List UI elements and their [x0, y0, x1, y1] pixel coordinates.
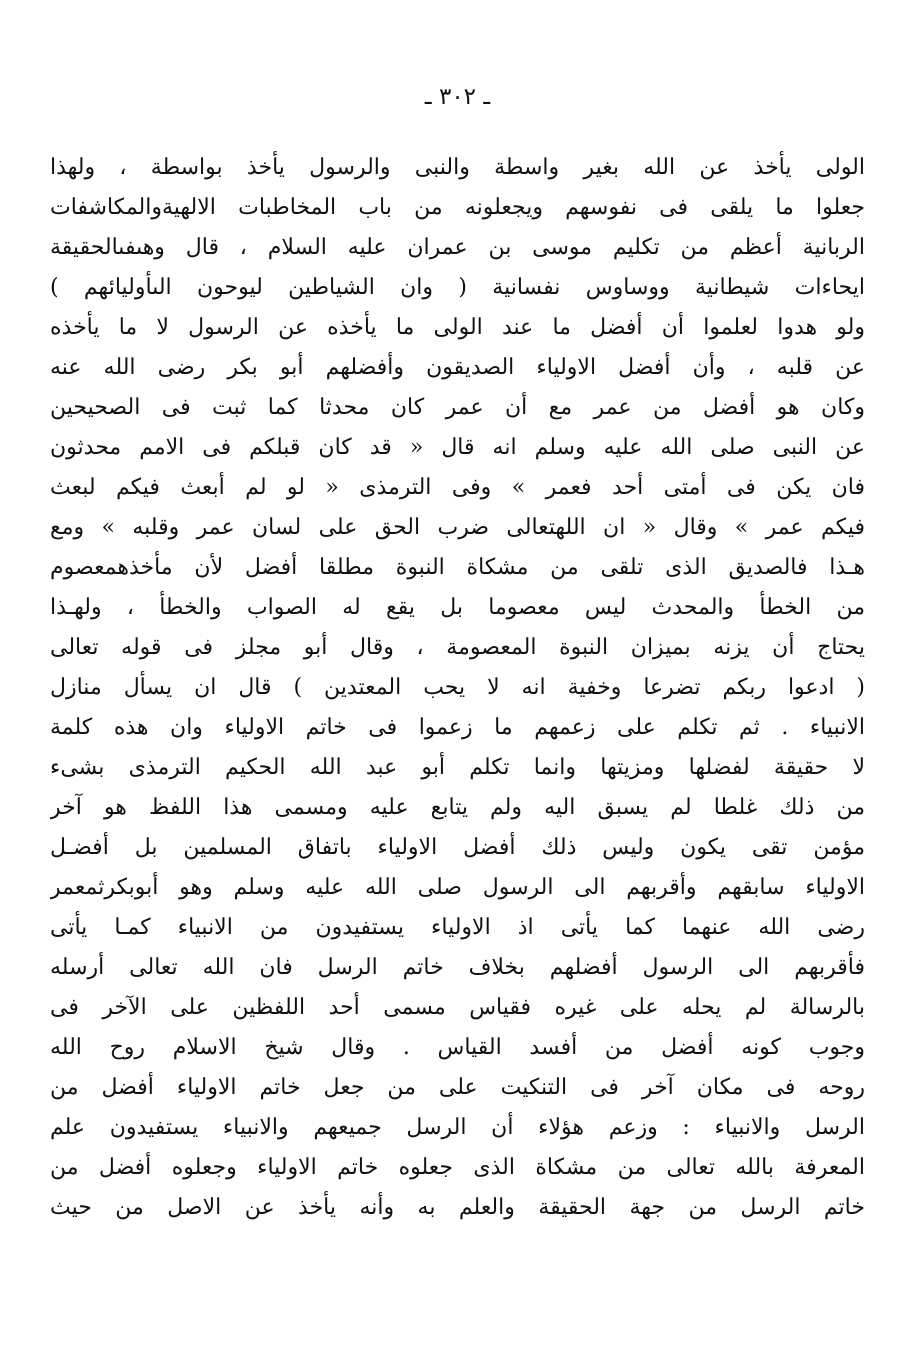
text-line: وجوب كونه أفضل من أفسد القياس . وقال شيخ الاسلام روح الله	[50, 1035, 865, 1060]
text-line: مؤمن تقى يكون وليس ذلك أفضل الاولياء باتفاق المسلمين بل أفضـل	[50, 835, 865, 860]
text-line: الولى يأخذ عن الله بغير واسطة والنبى والرسول يأخذ بواسطة ، ولهذا	[50, 155, 865, 180]
text-line: الاولياء سابقهم وأقربهم الى الرسول صلى الله عليه وسلم وهو أبوبكرثمعمر	[50, 875, 865, 900]
text-line: بالرسالة لم يحله على غيره فقياس مسمى أحد اللفظين على الآخر فى	[50, 995, 865, 1020]
text-line: فأقربهم الى الرسول أفضلهم بخلاف خاتم الرسل فان الله تعالى أرسله	[50, 955, 865, 980]
text-line: الانبياء . ثم تكلم على زعمهم ما زعموا فى خاتم الاولياء وان هذه كلمة	[50, 715, 865, 740]
page-number: ـ ٣٠٢ ـ	[424, 84, 491, 110]
text-line: المعرفة بالله تعالى من مشكاة الذى جعلوه خاتم الاولياء وجعلوه أفضل من	[50, 1155, 865, 1180]
text-line: عن قلبه ، وأن أفضل الاولياء الصديقون وأفضلهم أبو بكر رضى الله عنه	[50, 355, 865, 380]
text-line: من ذلك غلطا لم يسبق اليه ولم يتابع عليه ومسمى هذا اللفظ هو آخر	[50, 795, 865, 820]
text-line: روحه فى مكان آخر فى التنكيت على من جعل خاتم الاولياء أفضل من	[50, 1075, 865, 1100]
text-line: جعلوا ما يلقى فى نفوسهم ويجعلونه من باب المخاطبات الالهيةوالمكاشفات	[50, 195, 865, 220]
text-line: رضى الله عنهما كما يأتى اذ الاولياء يستفيدون من الانبياء كمـا يأتى	[50, 915, 865, 940]
text-line: ايحاءات شيطانية ووساوس نفسانية ( وان الشياطين ليوحون الىأوليائهم )	[50, 275, 865, 300]
body-text	[50, 148, 865, 1228]
text-line: الربانية أعظم من تكليم موسى بن عمران عليه السلام ، قال وهىفىالحقيقة	[50, 235, 865, 260]
text-line: فيكم عمر » وقال « ان اللهتعالى ضرب الحق على لسان عمر وقلبه » ومع	[50, 515, 865, 540]
text-line: ولو هدوا لعلموا أن أفضل ما عند الولى ما يأخذه عن الرسول لا ما يأخذه	[50, 315, 865, 340]
text-line: خاتم الرسل من جهة الحقيقة والعلم به وأنه يأخذ عن الاصل من حيث	[50, 1195, 865, 1220]
text-line: ( ادعوا ربكم تضرعا وخفية انه لا يحب المعتدين ) قال ان يسأل منازل	[50, 675, 865, 700]
text-line: فان يكن فى أمتى أحد فعمر » وفى الترمذى « لو لم أبعث فيكم لبعث	[50, 475, 865, 500]
text-line: وكان هو أفضل من عمر مع أن عمر كان محدثا كما ثبت فى الصحيحين	[50, 395, 865, 420]
text-line: لا حقيقة لفضلها ومزيتها وانما تكلم أبو عبد الله الحكيم الترمذى بشىء	[50, 755, 865, 780]
text-line: يحتاج أن يزنه بميزان النبوة المعصومة ، وقال أبو مجلز فى قوله تعالى	[50, 635, 865, 660]
text-line: هـذا فالصديق الذى تلقى من مشكاة النبوة مطلقا أفضل لأن مأخذهمعصوم	[50, 555, 865, 580]
text-line: عن النبى صلى الله عليه وسلم انه قال « قد كان قبلكم فى الامم محدثون	[50, 435, 865, 460]
text-line: من الخطأ والمحدث ليس معصوما بل يقع له الصواب والخطأ ، ولهـذا	[50, 595, 865, 620]
text-line: الرسل والانبياء : وزعم هؤلاء أن الرسل جميعهم والانبياء يستفيدون علم	[50, 1115, 865, 1140]
